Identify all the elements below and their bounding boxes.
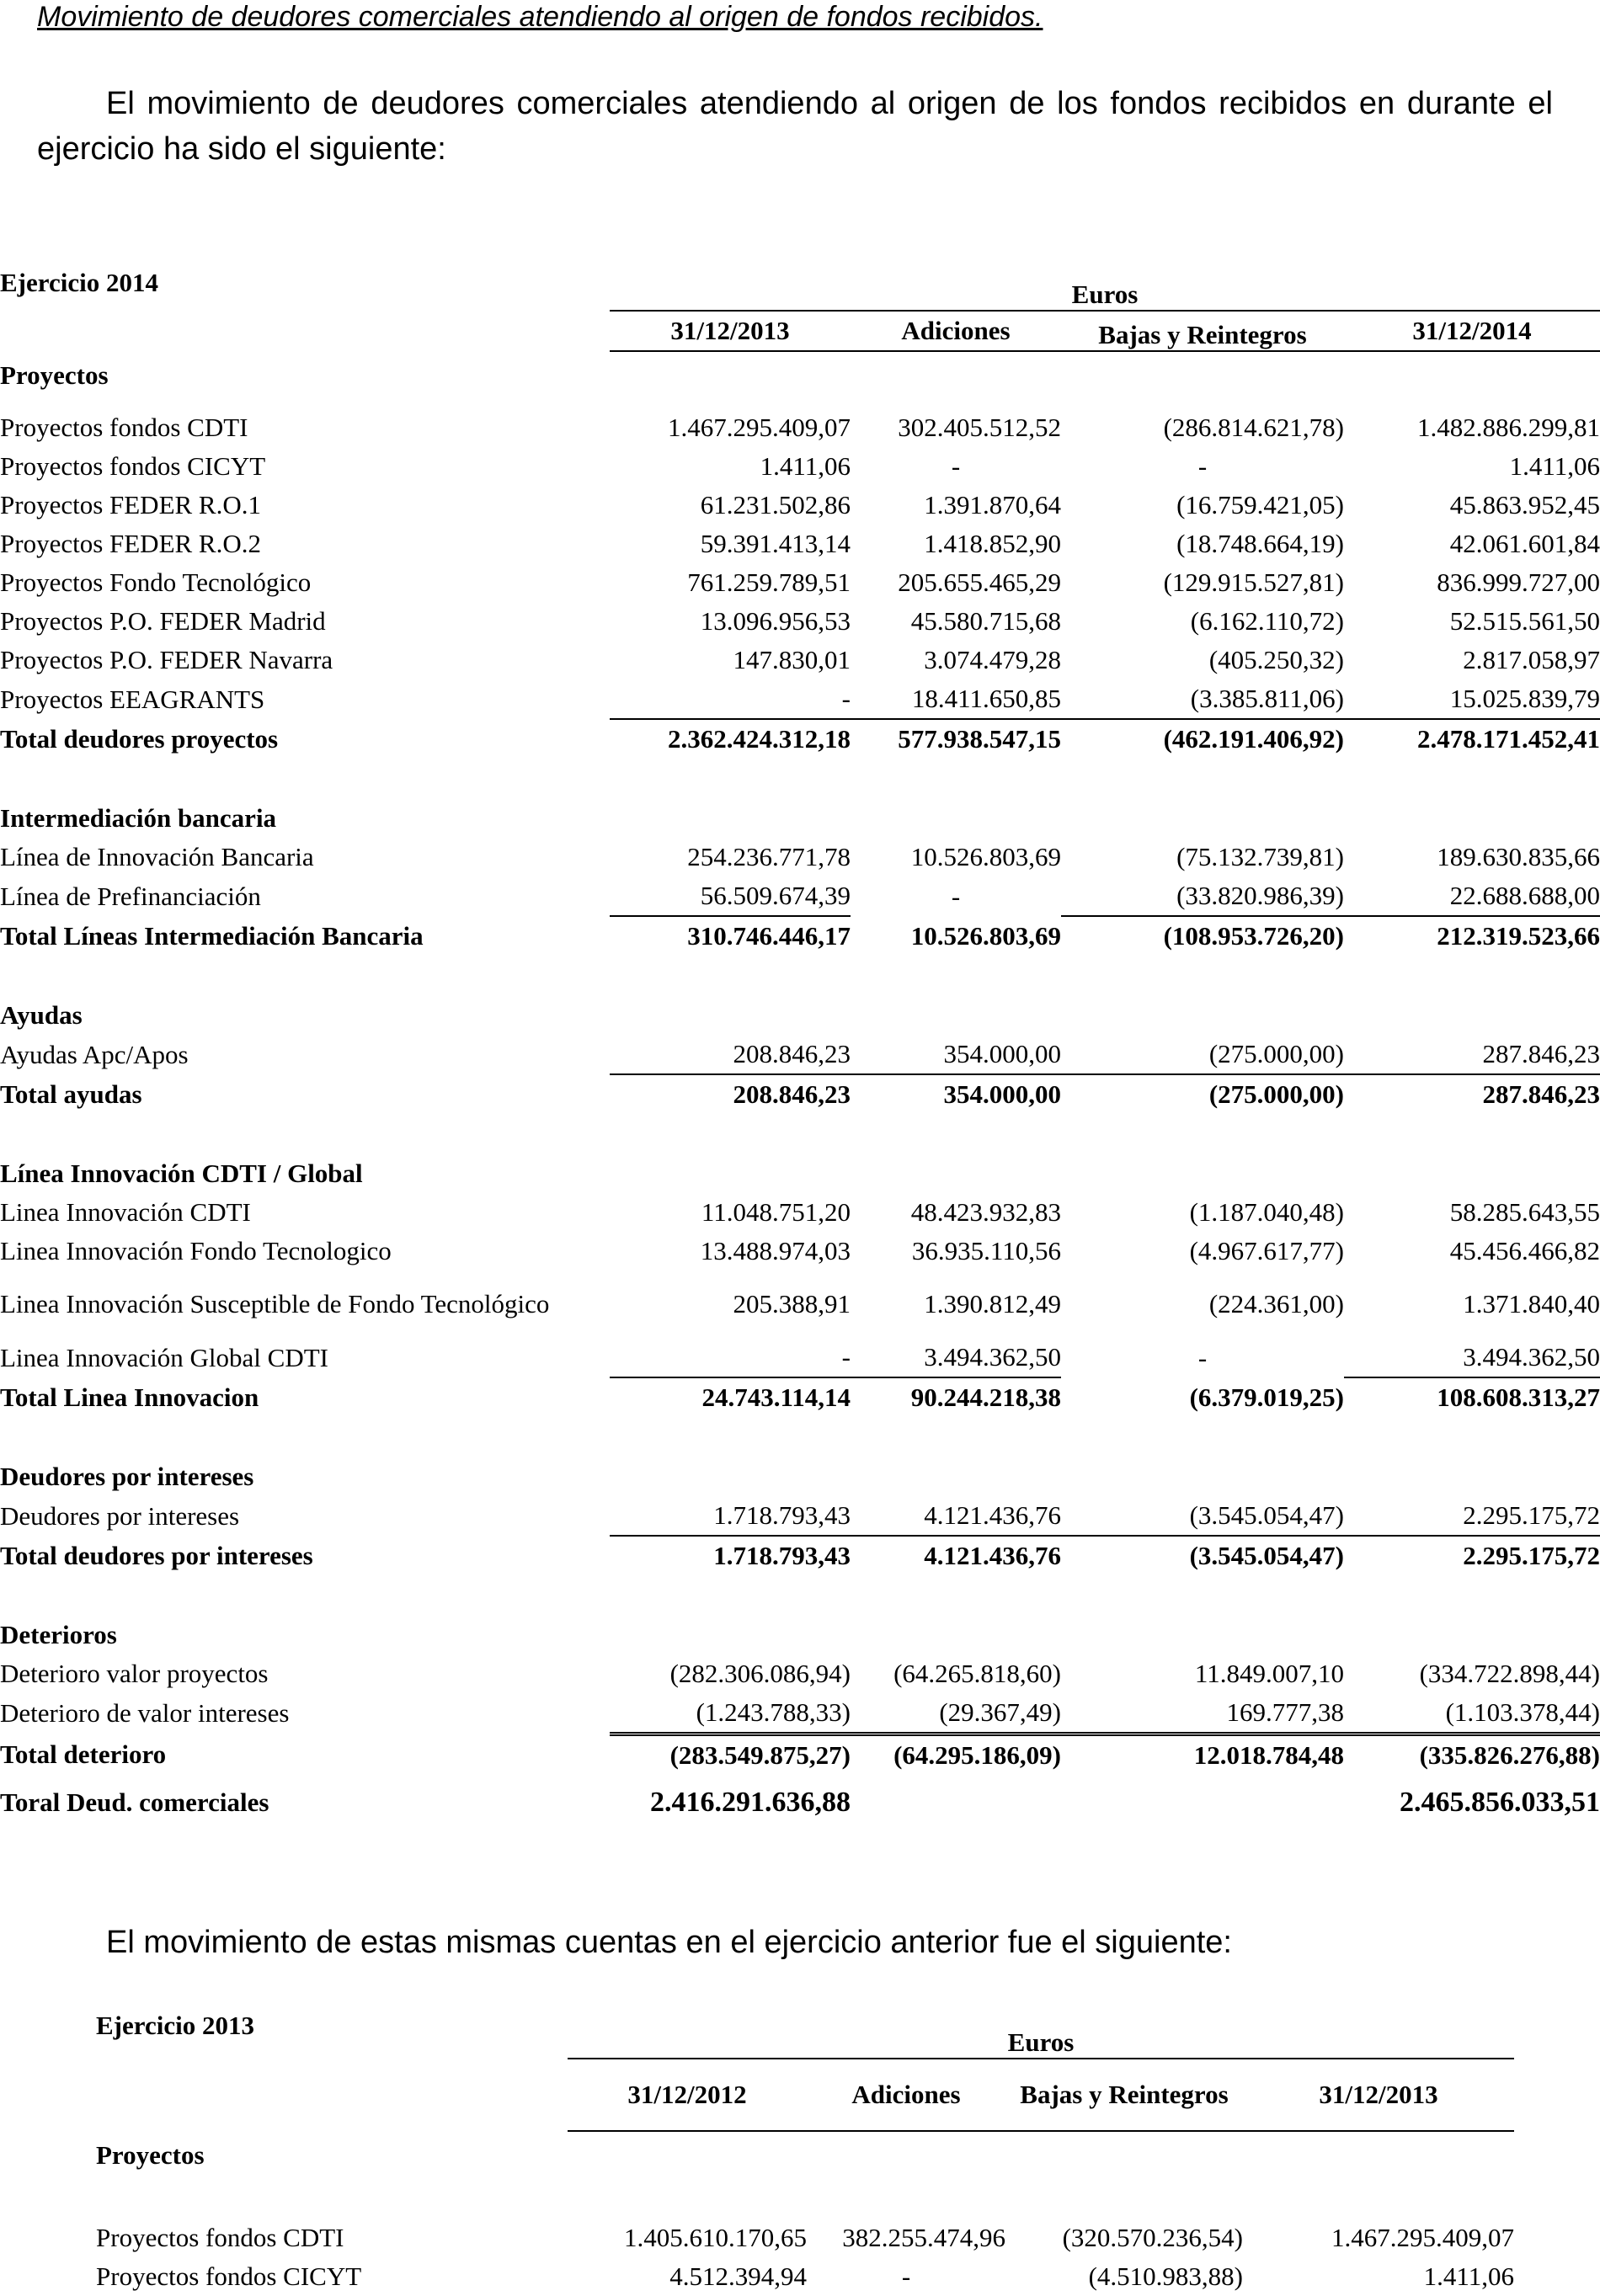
total-value: 108.608.313,27 <box>1437 1382 1600 1412</box>
cell-value: 59.391.413,14 <box>700 529 851 558</box>
cell-value: - <box>610 1338 851 1377</box>
cell-value: 836.999.727,00 <box>1437 567 1600 597</box>
row-label: Deterioro de valor intereses <box>0 1698 290 1729</box>
total-label: Total Linea Innovacion <box>0 1382 259 1412</box>
section-name: Ayudas <box>0 1000 83 1030</box>
cell-value: - <box>901 2261 911 2291</box>
table-row <box>0 525 1600 563</box>
row-label: Linea Innovación CDTI <box>0 1197 251 1227</box>
cell-value: 254.236.771,78 <box>687 842 851 871</box>
table-row <box>96 2219 1514 2257</box>
cell-value: - <box>1197 1342 1208 1372</box>
cell-value: (29.367,49) <box>939 1697 1061 1727</box>
cell-value: 13.096.956,53 <box>700 606 851 636</box>
cell-value: (334.722.898,44) <box>1419 1659 1600 1688</box>
cell-value: - <box>1197 451 1208 481</box>
column-header: Bajas y Reintegros <box>1005 2059 1243 2131</box>
cell-value: 58.285.643,55 <box>1449 1197 1600 1227</box>
cell-value: 15.025.839,79 <box>1344 679 1600 719</box>
currency-header: Euros <box>610 268 1600 311</box>
total-row <box>0 1377 1600 1417</box>
total-row <box>0 1074 1600 1114</box>
table-row <box>96 2257 1514 2296</box>
section-header-row <box>0 799 1600 838</box>
cell-value: (33.820.986,39) <box>1061 876 1344 916</box>
cell-value: (1.103.378,44) <box>1445 1697 1600 1727</box>
section-name: Línea Innovación CDTI / Global <box>0 1159 363 1188</box>
table-row <box>0 408 1600 447</box>
column-header: Adiciones <box>851 311 1061 351</box>
cell-value: - <box>610 679 851 719</box>
row-label: Línea de Prefinanciación <box>0 881 261 911</box>
column-header: 31/12/2012 <box>568 2059 807 2131</box>
row-label: Proyectos FEDER R.O.2 <box>0 529 261 558</box>
cell-value: 1.405.610.170,65 <box>624 2223 807 2252</box>
cell-value: 382.255.474,96 <box>842 2223 1005 2252</box>
total-value: 1.718.793,43 <box>713 1541 851 1570</box>
cell-value: (3.385.811,06) <box>1061 679 1344 719</box>
row-label: Línea de Innovación Bancaria <box>0 842 314 871</box>
cell-value: 3.494.362,50 <box>1344 1338 1600 1377</box>
total-value: (3.545.054,47) <box>1189 1541 1344 1570</box>
cell-value: 208.846,23 <box>610 1035 851 1074</box>
total-value: 4.121.436,76 <box>924 1541 1061 1570</box>
row-label: Linea Innovación Fondo Tecnologico <box>0 1236 392 1265</box>
cell-value: 13.488.974,03 <box>700 1236 851 1265</box>
cell-value: (6.162.110,72) <box>1190 606 1344 636</box>
cell-value: (1.187.040,48) <box>1189 1197 1344 1227</box>
row-label: Proyectos fondos CDTI <box>96 2223 344 2252</box>
row-label: Ayudas Apc/Apos <box>0 1039 189 1069</box>
table-row <box>0 641 1600 679</box>
total-row <box>0 1734 1600 1776</box>
section-header-row <box>0 351 1600 400</box>
total-value: (283.549.875,27) <box>610 1734 851 1776</box>
cell-value: (64.265.818,60) <box>893 1659 1061 1688</box>
total-value: 212.319.523,66 <box>1437 921 1600 951</box>
total-value: 208.846,23 <box>733 1079 851 1109</box>
cell-value: (3.545.054,47) <box>1061 1496 1344 1536</box>
total-row <box>0 916 1600 956</box>
section-name: Proyectos <box>0 360 109 390</box>
total-value: 90.244.218,38 <box>910 1382 1061 1412</box>
table-row <box>0 486 1600 525</box>
total-value: 24.743.114,14 <box>701 1382 851 1412</box>
total-value: 577.938.547,15 <box>898 724 1061 754</box>
total-label: Total deudores proyectos <box>0 723 279 754</box>
column-header: Bajas y Reintegros <box>1061 311 1344 351</box>
row-label: Linea Innovación Susceptible de Fondo Tecnológico <box>0 1289 550 1318</box>
row-label: Proyectos fondos CICYT <box>0 451 266 481</box>
cell-value: 42.061.601,84 <box>1449 529 1600 558</box>
cell-value: (129.915.527,81) <box>1163 567 1344 597</box>
total-value: (275.000,00) <box>1208 1079 1344 1109</box>
total-label: Total deterioro <box>0 1739 167 1769</box>
cell-value: 10.526.803,69 <box>910 842 1061 871</box>
section-header-row <box>0 1457 1600 1496</box>
cell-value: 1.371.840,40 <box>1463 1289 1600 1318</box>
cell-value: (286.814.621,78) <box>1163 413 1344 442</box>
row-label: Deudores por intereses <box>0 1500 240 1531</box>
table-row <box>0 563 1600 602</box>
total-value: 12.018.784,48 <box>1061 1734 1344 1776</box>
table-row <box>0 1654 1600 1693</box>
row-label: Proyectos EEAGRANTS <box>0 684 265 714</box>
table-2014 <box>0 268 1600 1822</box>
cell-value: (16.759.421,05) <box>1176 490 1344 519</box>
cell-value: 4.512.394,94 <box>669 2261 807 2291</box>
row-label: Proyectos Fondo Tecnológico <box>0 567 312 597</box>
cell-value: (4.967.617,77) <box>1189 1236 1344 1265</box>
cell-value: 189.630.835,66 <box>1437 842 1600 871</box>
section-name: Intermediación bancaria <box>0 803 277 833</box>
cell-value: (75.132.739,81) <box>1176 842 1344 871</box>
cell-value: 22.688.688,00 <box>1344 876 1600 916</box>
table-row <box>0 447 1600 486</box>
section-name: Proyectos <box>96 2140 205 2170</box>
table-row <box>0 1338 1600 1377</box>
intro-paragraph: El movimiento de deudores comerciales atendiendo al origen de los fondos recibidos en durante el ejercicio ha sido el siguiente: <box>37 86 1553 167</box>
grand-total-row <box>0 1783 1600 1822</box>
total-value: 10.526.803,69 <box>910 920 1061 951</box>
table-row <box>0 1193 1600 1232</box>
cell-value: 45.863.952,45 <box>1449 490 1600 519</box>
cell-value: 205.655.465,29 <box>898 567 1061 597</box>
cell-value: 169.777,38 <box>1226 1697 1344 1727</box>
table-row <box>0 602 1600 641</box>
total-row <box>0 1536 1600 1575</box>
row-label: Proyectos FEDER R.O.1 <box>0 490 261 519</box>
row-label: Deterioro valor proyectos <box>0 1659 269 1688</box>
table-row <box>0 1035 1600 1074</box>
cell-value: 4.121.436,76 <box>851 1496 1061 1536</box>
total-value: 354.000,00 <box>943 1079 1061 1109</box>
intro2-paragraph: El movimiento de estas mismas cuentas en el ejercicio anterior fue el siguiente: <box>106 1925 1232 1960</box>
section-header-row <box>0 1616 1600 1654</box>
column-header: Adiciones <box>807 2059 1005 2131</box>
cell-value: 2.817.058,97 <box>1463 645 1600 674</box>
cell-value: 1.482.886.299,81 <box>1417 413 1600 442</box>
currency-header: Euros <box>568 2011 1514 2059</box>
cell-value: 11.048.751,20 <box>701 1197 851 1227</box>
total-value: (64.295.186,09) <box>851 1734 1061 1776</box>
total-label: Total ayudas <box>0 1079 142 1109</box>
grand-total-value <box>851 1783 1061 1822</box>
grand-total-value: 2.416.291.636,88 <box>650 1787 851 1818</box>
table-row <box>0 1271 1600 1338</box>
cell-value: 52.515.561,50 <box>1449 606 1600 636</box>
cell-value: 354.000,00 <box>851 1035 1061 1074</box>
total-label: Total deudores por intereses <box>0 1540 313 1570</box>
total-row <box>0 719 1600 759</box>
table-row <box>0 1232 1600 1271</box>
column-header: 31/12/2013 <box>1243 2059 1514 2131</box>
total-value: 2.295.175,72 <box>1463 1541 1600 1570</box>
cell-value: 36.935.110,56 <box>911 1236 1061 1265</box>
cell-value: 1.411,06 <box>760 451 851 481</box>
cell-value: (282.306.086,94) <box>669 1659 851 1688</box>
row-label: Proyectos fondos CICYT <box>96 2261 362 2291</box>
row-label: Proyectos fondos CDTI <box>0 413 248 442</box>
cell-value: (224.361,00) <box>1208 1289 1344 1318</box>
cell-value: 56.509.674,39 <box>610 876 851 916</box>
cell-value: 1.418.852,90 <box>924 529 1061 558</box>
cell-value: 287.846,23 <box>1344 1035 1600 1074</box>
cell-value: 1.467.295.409,07 <box>1331 2223 1514 2252</box>
cell-value: (4.510.983,88) <box>1088 2261 1243 2291</box>
row-label: Proyectos P.O. FEDER Navarra <box>0 645 333 674</box>
cell-value: 1.411,06 <box>1423 2261 1514 2291</box>
cell-value: 2.295.175,72 <box>1344 1496 1600 1536</box>
cell-value: 3.074.479,28 <box>924 645 1061 674</box>
total-value: 287.846,23 <box>1482 1079 1600 1109</box>
total-value: 2.362.424.312,18 <box>668 724 851 754</box>
total-value: (6.379.019,25) <box>1189 1382 1344 1412</box>
table-title: Ejercicio 2014 <box>0 268 158 297</box>
grand-total-value: 2.465.856.033,51 <box>1400 1787 1600 1818</box>
cell-value: 761.259.789,51 <box>687 567 851 597</box>
section-heading: Movimiento de deudores comerciales atendiendo al origen de fondos recibidos. <box>37 1 1043 33</box>
total-value: 310.746.446,17 <box>687 921 851 951</box>
cell-value: 18.411.650,85 <box>851 679 1061 719</box>
table-title: Ejercicio 2013 <box>96 2011 254 2040</box>
cell-value: - <box>951 451 961 481</box>
cell-value: 1.390.812,49 <box>924 1289 1061 1318</box>
cell-value: 45.456.466,82 <box>1449 1236 1600 1265</box>
column-header: 31/12/2013 <box>610 311 851 351</box>
row-label: Linea Innovación Global CDTI <box>0 1342 328 1372</box>
cell-value: 61.231.502,86 <box>700 490 851 519</box>
table-2013 <box>96 2011 1514 2296</box>
section-header-row <box>0 1154 1600 1193</box>
total-value: 2.478.171.452,41 <box>1417 724 1600 754</box>
cell-value: 1.411,06 <box>1509 451 1600 481</box>
cell-value: 45.580.715,68 <box>910 606 1061 636</box>
table-row <box>0 838 1600 876</box>
cell-value: 1.467.295.409,07 <box>668 413 851 442</box>
column-header: 31/12/2014 <box>1344 311 1600 351</box>
cell-value: 3.494.362,50 <box>851 1338 1061 1377</box>
cell-value: (1.243.788,33) <box>696 1697 851 1727</box>
total-value: (108.953.726,20) <box>1163 921 1344 951</box>
cell-value: 205.388,91 <box>733 1289 851 1318</box>
table-row <box>0 876 1600 916</box>
cell-value: (18.748.664,19) <box>1176 529 1344 558</box>
table-row <box>0 679 1600 719</box>
cell-value: 1.391.870,64 <box>924 490 1061 519</box>
grand-total-label: Toral Deud. comerciales <box>0 1787 269 1817</box>
table-row <box>0 1496 1600 1536</box>
section-name: Deterioros <box>0 1620 117 1649</box>
cell-value: - <box>951 881 961 911</box>
cell-value: 147.830,01 <box>733 645 851 674</box>
grand-total-value <box>1061 1783 1344 1822</box>
cell-value: (275.000,00) <box>1061 1035 1344 1074</box>
total-value: (462.191.406,92) <box>1163 724 1344 754</box>
cell-value: (405.250,32) <box>1208 645 1344 674</box>
total-label: Total Líneas Intermediación Bancaria <box>0 920 424 951</box>
cell-value: 11.849.007,10 <box>1194 1659 1344 1688</box>
cell-value: 1.718.793,43 <box>610 1496 851 1536</box>
table-row <box>0 1693 1600 1734</box>
cell-value: 48.423.932,83 <box>910 1197 1061 1227</box>
row-label: Proyectos P.O. FEDER Madrid <box>0 606 326 636</box>
total-value: (335.826.276,88) <box>1344 1734 1600 1776</box>
cell-value: 302.405.512,52 <box>898 413 1061 442</box>
cell-value: (320.570.236,54) <box>1062 2223 1243 2252</box>
section-name: Deudores por intereses <box>0 1462 254 1491</box>
section-header-row <box>0 996 1600 1035</box>
